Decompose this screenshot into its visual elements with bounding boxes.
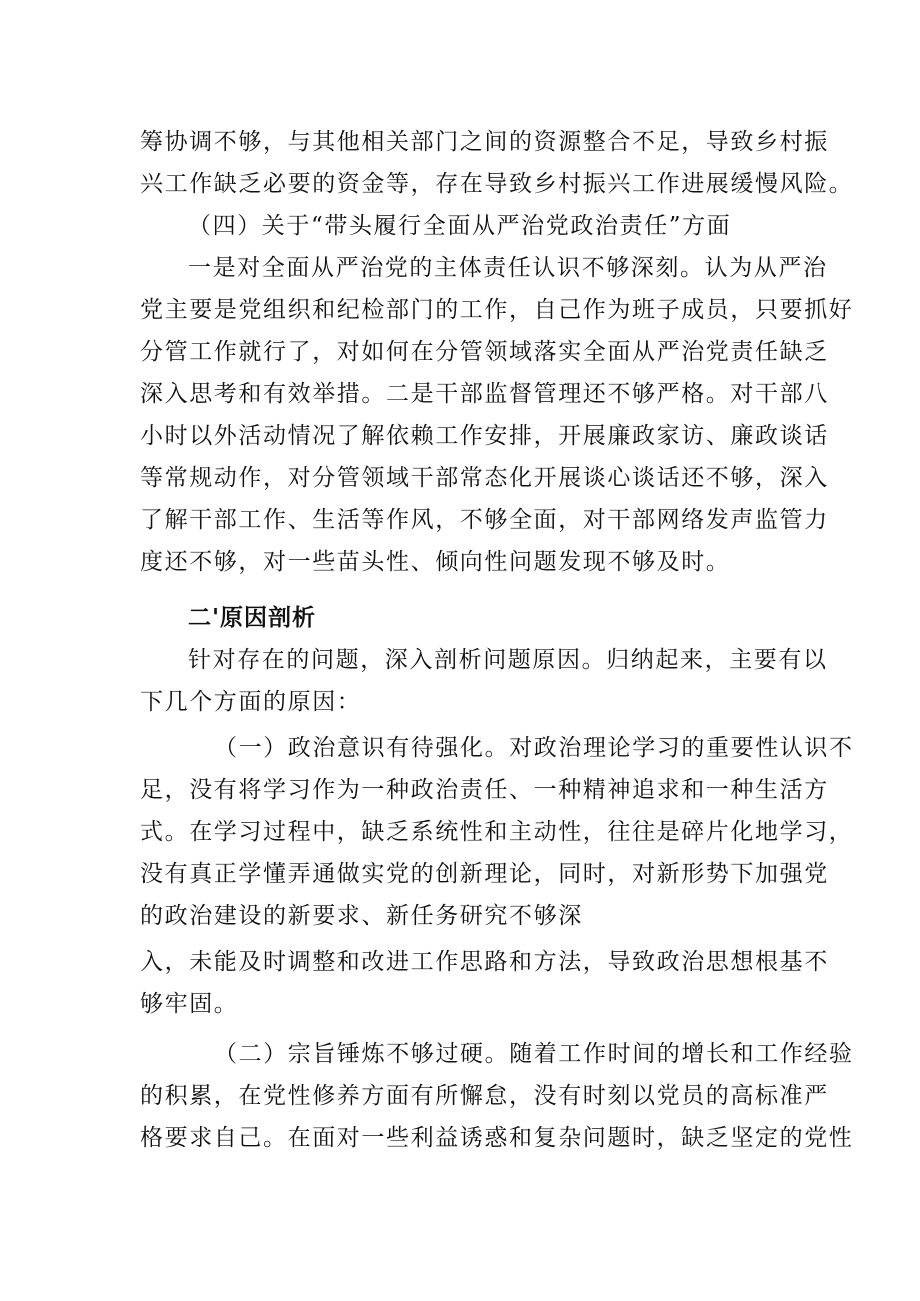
body-text-line: 等常规动作，对分管领域干部常态化开展谈心谈话还不够，深入 bbox=[140, 465, 829, 491]
body-text-line: 式。在学习过程中，缺乏系统性和主动性，往往是碎片化地学习， bbox=[140, 819, 854, 845]
body-text-line: （一）政治意识有待强化。对政治理论学习的重要性认识不 bbox=[214, 735, 854, 761]
body-text-line: 筹协调不够，与其他相关部门之间的资源整合不足，导致乡村振 bbox=[140, 129, 829, 155]
section-subheading: （四）关于“带头履行全面从严治党政治责任”方面 bbox=[188, 213, 732, 239]
body-text-line: 入，未能及时调整和改进工作思路和方法，导致政治思想根基不 bbox=[140, 949, 829, 975]
body-text-line: 深入思考和有效举措。二是干部监督管理还不够严格。对干部八 bbox=[140, 381, 829, 407]
body-text-line: 下几个方面的原因： bbox=[140, 689, 362, 715]
body-text-line: 兴工作缺乏必要的资金等，存在导致乡村振兴工作进展缓慢风险。 bbox=[140, 171, 854, 197]
body-text-line: 一是对全面从严治党的主体责任认识不够深刻。认为从严治 bbox=[188, 255, 828, 281]
body-text-line: 格要求自己。在面对一些利益诱惑和复杂问题时，缺乏坚定的党性 bbox=[140, 1125, 854, 1151]
body-text-line: 了解干部工作、生活等作风，不够全面，对干部网络发声监管力 bbox=[140, 507, 829, 533]
body-text-line: 足，没有将学习作为一种政治责任、一种精神追求和一种生活方 bbox=[140, 777, 829, 803]
body-text-line: 度还不够，对一些苗头性、倾向性问题发现不够及时。 bbox=[140, 549, 731, 575]
body-text-line: 的政治建设的新要求、新任务研究不够深 bbox=[140, 903, 583, 929]
body-text-line: 党主要是党组织和纪检部门的工作，自己作为班子成员，只要抓好 bbox=[140, 297, 854, 323]
body-text-line: （二）宗旨锤炼不够过硬。随着工作时间的增长和工作经验 bbox=[214, 1041, 854, 1067]
body-text-line: 小时以外活动情况了解依赖工作安排，开展廉政家访、廉政谈话 bbox=[140, 423, 829, 449]
body-text-line: 够牢固。 bbox=[140, 991, 239, 1017]
body-text-line: 分管工作就行了，对如何在分管领域落实全面从严治党责任缺乏 bbox=[140, 339, 829, 365]
body-text-line: 针对存在的问题，深入剖析问题原因。归纳起来，主要有以 bbox=[188, 647, 828, 673]
body-text-line: 的积累，在党性修养方面有所懈怠，没有时刻以党员的高标准严 bbox=[140, 1083, 829, 1109]
body-text-line: 没有真正学懂弄通做实党的创新理论，同时，对新形势下加强党 bbox=[140, 861, 829, 887]
section-heading: 二'原因剖析 bbox=[188, 605, 317, 631]
